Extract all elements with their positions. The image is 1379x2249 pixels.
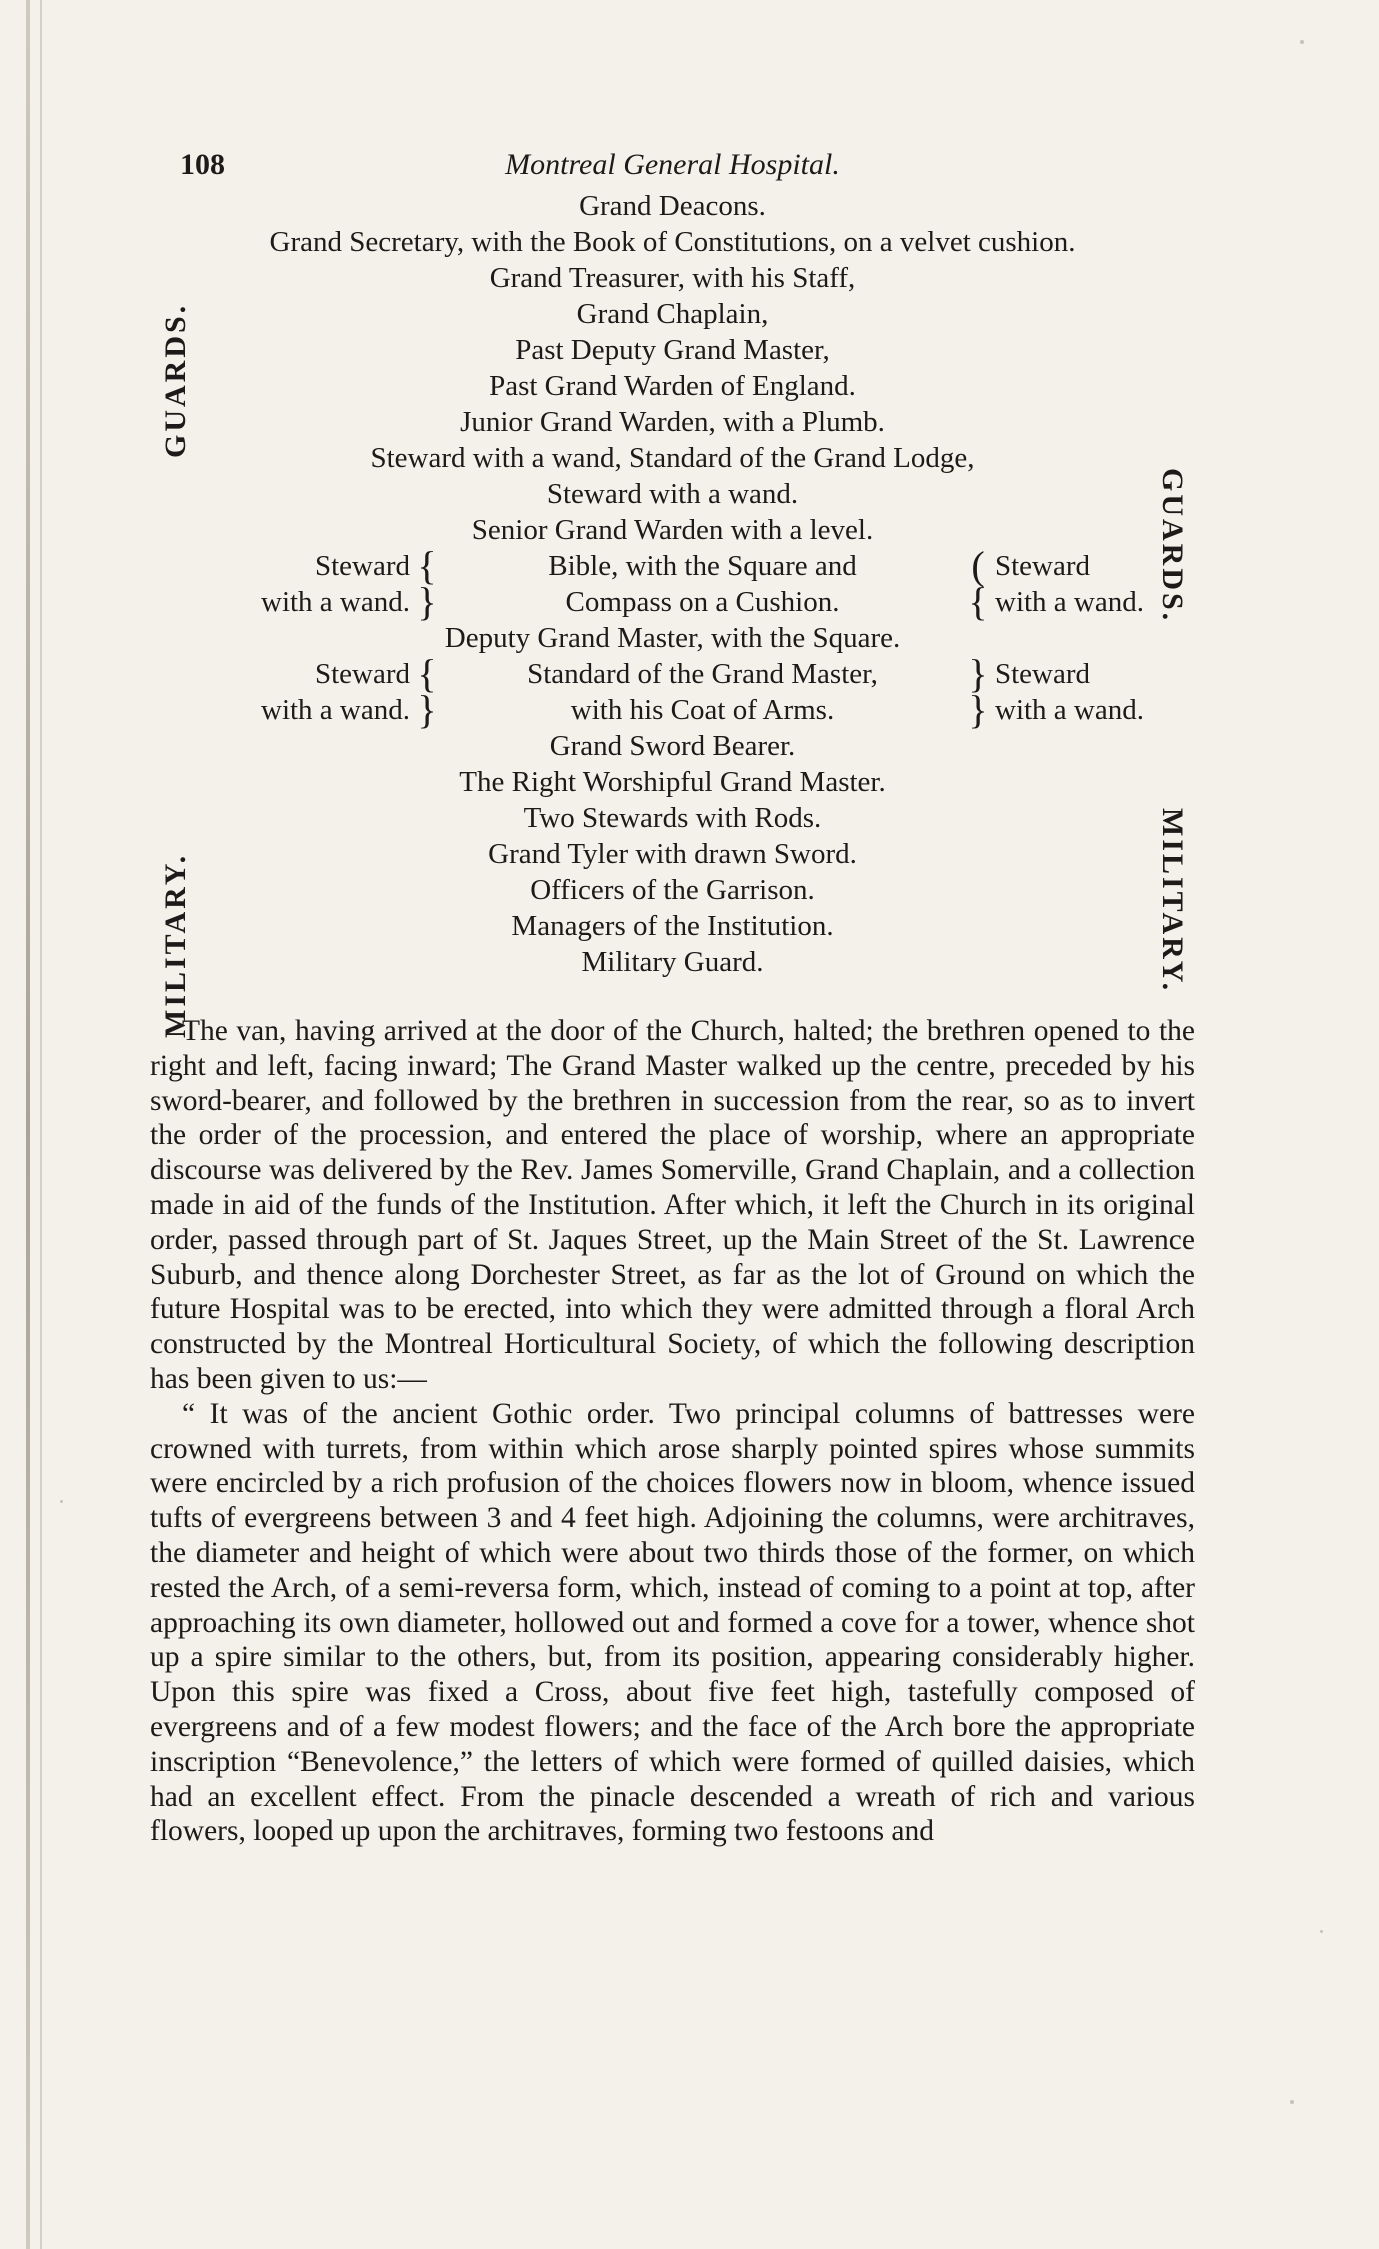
- running-head: Montreal General Hospital.: [505, 148, 840, 181]
- procession-line: Grand Secretary, with the Book of Constitutions, on a velvet cushion.: [269, 226, 1076, 258]
- procession-line: Junior Grand Warden, with a Plumb.: [460, 406, 885, 438]
- steward-label: Steward: [314, 550, 410, 582]
- page-number: 108: [180, 148, 225, 181]
- standard-row-2: [150, 687, 1195, 733]
- scan-speckle: [60, 1500, 63, 1503]
- side-label-guards-right: GUARDS.: [1156, 468, 1189, 624]
- paragraph: “ It was of the ancient Gothic order. Two principal columns of battresses were crowned with turrets, from within which arose sharply pointed spires whose summits were encircled by a rich profusion of the choices flowers now in bloom, whence issued tufts of evergreens between 3 and 4 feet high. Adjoining the columns, were architraves, the diameter and height of which were about two thirds those of the former, on which rested the Arch, of a semi-reversa form, which, instead of coming to a point at top, after approaching its own diameter, hollowed out and formed a cove for a tower, whence shot up a spire similar to the others, but, from its position, appearing considerably higher. Upon this spire was fixed a Cross, about five feet high, tastefully composed of evergreens and of a few modest flowers; and the face of the Arch bore the appropriate inscription “Benevolence,” the letters of which were formed of quilled daisies, which had an excellent effect. From the pinacle descended a wreath of rich and various flowers, looped up upon the architraves, forming two festoons and: [150, 1397, 1195, 1848]
- procession-line: Officers of the Garrison.: [530, 874, 815, 906]
- brace-glyph: {: [968, 579, 988, 625]
- page-header: [150, 140, 1195, 188]
- brace-glyph: }: [417, 687, 437, 733]
- procession-line: Past Grand Warden of England.: [489, 370, 856, 402]
- procession-line: Managers of the Institution.: [511, 910, 834, 942]
- scan-speckle: [1300, 40, 1304, 44]
- brace-glyph: }: [417, 579, 437, 625]
- procession-list: [150, 188, 1195, 1038]
- brace-glyph: {: [417, 651, 437, 697]
- compass-text: Compass on a Cushion.: [565, 586, 840, 618]
- side-label-guards-left: GUARDS.: [159, 302, 192, 458]
- wand-label: with a wand.: [995, 586, 1144, 618]
- procession-line: Grand Deacons.: [579, 190, 766, 222]
- procession-line: Deputy Grand Master, with the Square.: [444, 622, 901, 654]
- procession-line: Steward with a wand, Standard of the Grand Lodge,: [370, 442, 975, 474]
- procession-line: Military Guard.: [581, 946, 764, 978]
- scan-speckle: [1320, 1930, 1323, 1933]
- standard-row-1: [150, 651, 1195, 697]
- body-text: [150, 1014, 1195, 1849]
- bible-row-2: [150, 579, 1195, 625]
- brace-glyph: }: [968, 651, 988, 697]
- brace-glyph: }: [968, 687, 988, 733]
- coat-of-arms-text: with his Coat of Arms.: [570, 694, 835, 726]
- steward-label: Steward: [995, 550, 1091, 582]
- paragraph: The van, having arrived at the door of the Church, halted; the brethren opened to the right and left, facing inward; The Grand Master walked up the centre, preceded by his sword-bearer, and followed by the brethren in succession from the rear, so as to invert the order of the procession, and entered the place of worship, where an appropriate discourse was delivered by the Rev. James Somerville, Grand Chaplain, and a collection made in aid of the funds of the Institution. After which, it left the Church in its original order, passed through part of St. Jaques Street, up the Main Street of the St. Lawrence Suburb, and thence along Dorchester Street, as far as the lot of Ground on which the future Hospital was to be erected, into which they were admitted through a floral Arch constructed by the Montreal Horticultural Society, of which the following description has been given to us:—: [150, 1015, 1195, 1395]
- steward-label: Steward: [995, 658, 1091, 690]
- wand-label: with a wand.: [261, 694, 410, 726]
- side-label-military-left: MILITARY.: [159, 852, 192, 1038]
- bible-row-1: [150, 543, 1195, 589]
- procession-line: Grand Chaplain,: [576, 298, 769, 330]
- procession-line: Steward with a wand.: [546, 478, 799, 510]
- page-edge-line: [40, 0, 42, 2249]
- side-label-military-right: MILITARY.: [1156, 808, 1189, 994]
- standard-text: Standard of the Grand Master,: [527, 658, 878, 690]
- book-page: [150, 140, 1195, 1849]
- procession-line: Grand Treasurer, with his Staff,: [489, 262, 856, 294]
- brace-glyph: (: [971, 543, 985, 589]
- procession-line: Senior Grand Warden with a level.: [471, 514, 874, 546]
- procession-line: Two Stewards with Rods.: [523, 802, 822, 834]
- procession-line: The Right Worshipful Grand Master.: [459, 766, 886, 798]
- wand-label: with a wand.: [995, 694, 1144, 726]
- procession-line: Past Deputy Grand Master,: [515, 334, 830, 366]
- wand-label: with a wand.: [261, 586, 410, 618]
- page-edge: [26, 0, 30, 2249]
- brace-glyph: {: [417, 543, 437, 589]
- procession-line: Grand Sword Bearer.: [549, 730, 796, 762]
- bible-text: Bible, with the Square and: [548, 550, 857, 582]
- steward-label: Steward: [314, 658, 410, 690]
- scan-speckle: [1290, 2100, 1294, 2104]
- procession-line: Grand Tyler with drawn Sword.: [488, 838, 857, 870]
